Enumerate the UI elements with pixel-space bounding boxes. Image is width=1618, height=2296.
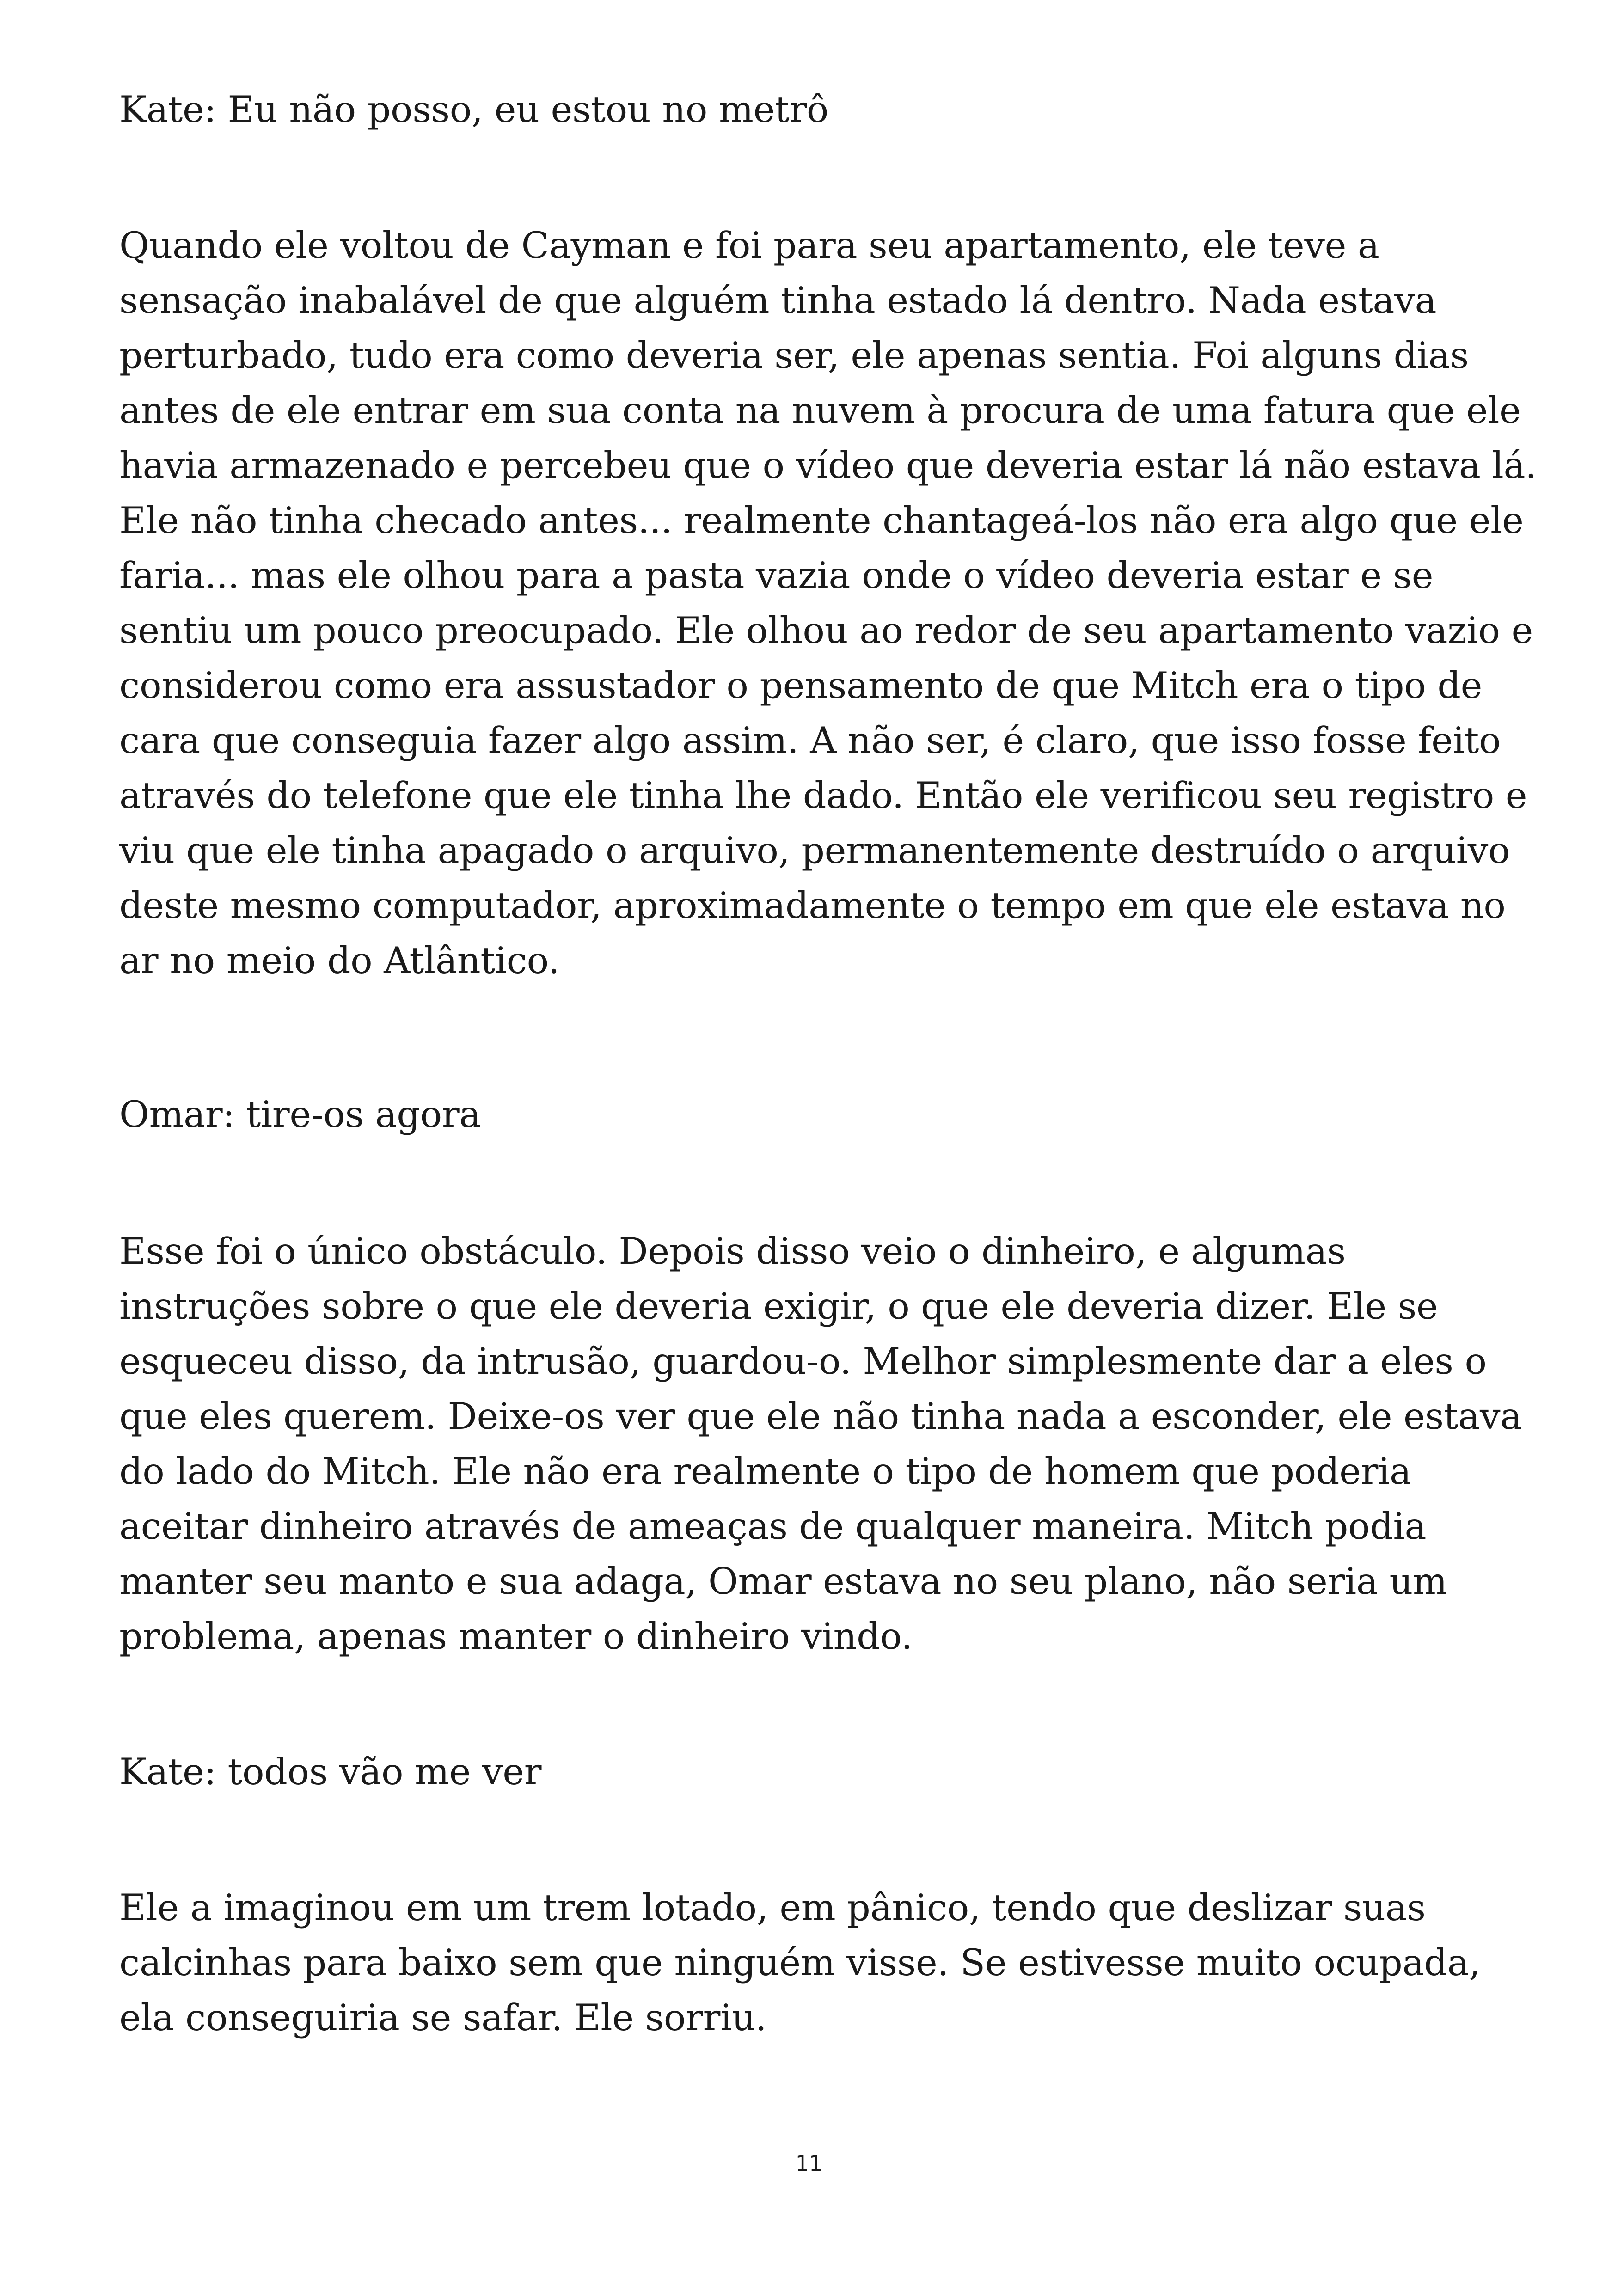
- dialogue-line-kate-2: Kate: todos vão me ver: [119, 1751, 542, 1793]
- dialogue-line-omar: Omar: tire-os agora: [119, 1093, 481, 1136]
- dialogue-line-kate-1: Kate: Eu não posso, eu estou no metrô: [119, 88, 829, 131]
- page-number: 11: [795, 2151, 823, 2176]
- narrative-paragraph-1: Quando ele voltou de Cayman e foi para seu apartamento, ele teve a sensação inabalável de que alguém tinha estado lá dentro. Nada estava perturbado, tudo era como deveria ser, ele apenas sentia. Foi alguns dias antes de ele entrar em sua conta na nuvem à procura de uma fatura que ele havia armazenado e percebeu que o vídeo que deveria estar lá não estava lá. Ele não tinha checado antes... realmente chantageá-los não era algo que ele faria... mas ele olhou para a pasta vazia onde o vídeo deveria estar e se sentiu um pouco preocupado. Ele olhou ao redor de seu apartamento vazio e considerou como era assustador o pensamento de que Mitch era o tipo de cara que conseguia fazer algo assim. A não ser, é claro, que isso fosse feito através do telefone que ele tinha lhe dado. Então ele verificou seu registro e viu que ele tinha apagado o arquivo, permanentemente destruído o arquivo deste mesmo computador, aproximadamente o tempo em que ele estava no ar no meio do Atlântico.: [119, 224, 1537, 982]
- narrative-paragraph-2: Esse foi o único obstáculo. Depois disso veio o dinheiro, e algumas instruções sobre o que ele deveria exigir, o que ele deveria dizer. Ele se esqueceu disso, da intrusão, guardou-o. Melhor simplesmente dar a eles o que eles querem. Deixe-os ver que ele não tinha nada a esconder, ele estava do lado do Mitch. Ele não era realmente o tipo de homem que poderia aceitar dinheiro através de ameaças de qualquer maneira. Mitch podia manter seu manto e sua adaga, Omar estava no seu plano, não seria um problema, apenas manter o dinheiro vindo.: [119, 1230, 1522, 1658]
- narrative-paragraph-3: Ele a imaginou em um trem lotado, em pânico, tendo que deslizar suas calcinhas para baixo sem que ninguém visse. Se estivesse muito ocupada, ela conseguiria se safar. Ele sorriu.: [119, 1886, 1481, 2039]
